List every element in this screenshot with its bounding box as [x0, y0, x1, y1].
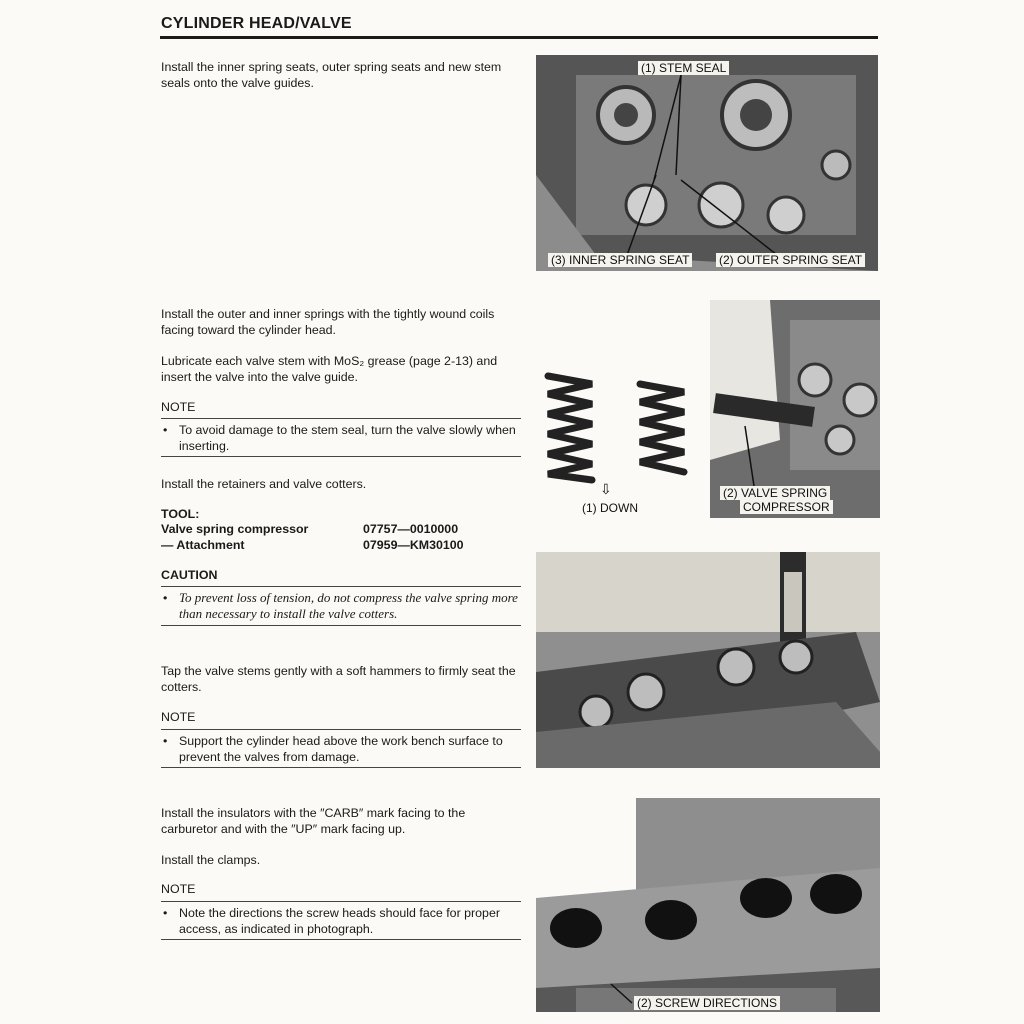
bullet: • — [163, 734, 168, 748]
bullet: • — [163, 423, 168, 437]
caution-rule-bottom — [161, 625, 521, 626]
s1-paragraph: Install the inner spring seats, outer spring seats and new stem seals onto the valve guides. — [161, 60, 502, 90]
s3-note-rule-top — [161, 729, 521, 730]
label-stem-seal: (1) STEM SEAL — [638, 61, 729, 75]
caution-body — [161, 590, 523, 622]
cylinder-head-illustration — [536, 55, 878, 271]
s2-note-text: To avoid damage to the stem seal, turn the valve slowly when inserting. — [179, 423, 516, 453]
figure-stem-seal-photo — [536, 55, 878, 271]
bullet: • — [163, 591, 168, 605]
valve-springs-illustration — [540, 360, 710, 490]
tool-label: TOOL: — [161, 507, 200, 521]
s3-note-body — [161, 733, 523, 765]
s4-note-text: Note the directions the screw heads should face for proper access, as indicated in photograph. — [179, 906, 500, 936]
tool-name-2: — Attachment — [161, 538, 245, 552]
page-title: CYLINDER HEAD/VALVE — [161, 15, 352, 32]
s4-paragraph-1: Install the insulators with the ″CARB″ mark facing to the carburetor and with the ″UP″ mark facing up. — [161, 806, 466, 836]
figure-compressor-photo — [710, 300, 880, 518]
caution-rule-top — [161, 586, 521, 587]
title-rule — [160, 36, 878, 39]
insulators-illustration — [536, 798, 880, 1012]
label-compressor-2: COMPRESSOR — [740, 500, 833, 514]
s4-note-rule-bottom — [161, 939, 521, 940]
s3-note-rule-bottom — [161, 767, 521, 768]
bullet: • — [163, 906, 168, 920]
label-down: (1) DOWN — [582, 501, 638, 515]
cylinder-head-bench-illustration — [536, 552, 880, 768]
s2-note-rule-bottom — [161, 456, 521, 457]
s3-note-label: NOTE — [161, 710, 196, 724]
tool-name-1: Valve spring compressor — [161, 522, 309, 536]
tool-number-1: 07757—0010000 — [363, 522, 459, 536]
s4-note-rule-top — [161, 901, 521, 902]
s2-paragraph-3: Install the retainers and valve cotters. — [161, 477, 367, 491]
s4-note-body — [161, 905, 523, 937]
s2-paragraph-2: Lubricate each valve stem with MoS₂ grease (page 2-13) and insert the valve into the valve guide. — [161, 354, 498, 384]
label-inner-spring-seat: (3) INNER SPRING SEAT — [548, 253, 692, 267]
s2-note-rule-top — [161, 418, 521, 419]
label-compressor-1: (2) VALVE SPRING — [720, 486, 830, 500]
s2-paragraph-1: Install the outer and inner springs with the tightly wound coils facing toward the cylinder head. — [161, 307, 495, 337]
s2-note-label: NOTE — [161, 400, 196, 414]
tool-number-2: 07959—KM30100 — [363, 538, 464, 552]
s2-note-body — [161, 422, 523, 454]
caution-label: CAUTION — [161, 568, 218, 582]
caution-text: To prevent loss of tension, do not compress the valve spring more than necessary to install the valve cotters. — [179, 590, 518, 621]
s4-paragraph-2: Install the clamps. — [161, 853, 261, 867]
s4-note-label: NOTE — [161, 882, 196, 896]
down-arrow-icon: ⇩ — [600, 481, 612, 497]
figure-springs — [540, 360, 710, 518]
label-outer-spring-seat: (2) OUTER SPRING SEAT — [716, 253, 865, 267]
figure-insulators-photo — [536, 798, 880, 1012]
figure-tap-valve-photo — [536, 552, 880, 768]
s3-paragraph: Tap the valve stems gently with a soft hammers to firmly seat the cotters. — [161, 664, 516, 694]
label-screw-directions: (2) SCREW DIRECTIONS — [634, 996, 780, 1010]
s3-note-text: Support the cylinder head above the work bench surface to prevent the valves from damage. — [179, 734, 503, 764]
